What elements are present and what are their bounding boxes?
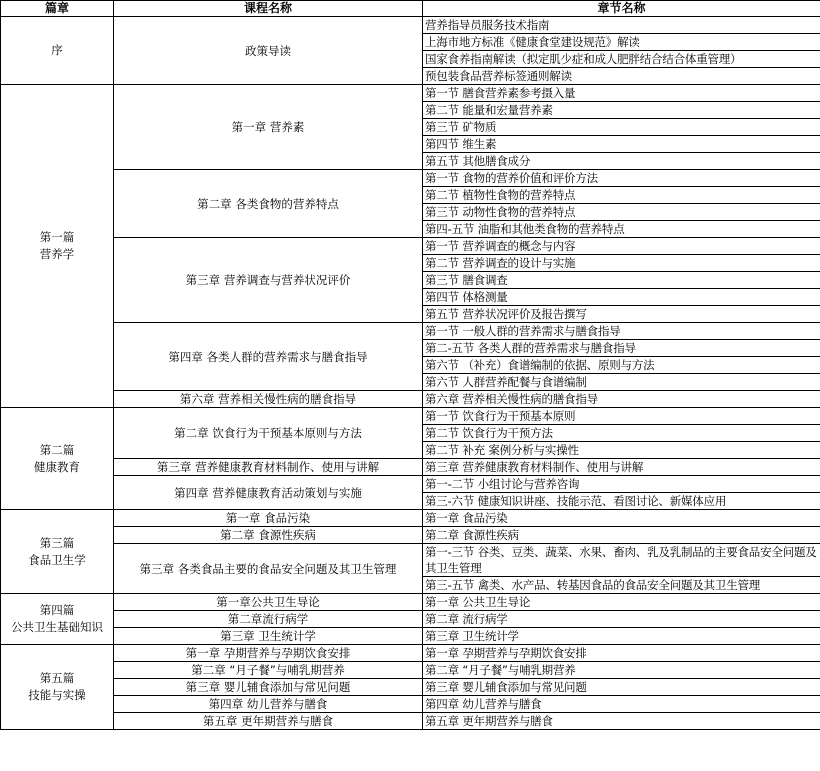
- course-name: 第三章 营养调查与营养状况评价: [114, 238, 423, 323]
- section-name: 第一节 膳食营养素参考摄入量: [423, 85, 820, 102]
- header-part: 篇章: [1, 1, 114, 17]
- section-name: 第一节 饮食行为干预基本原则: [423, 408, 820, 425]
- section-name: 第五节 营养状况评价及报告撰写: [423, 306, 820, 323]
- section-name: 第四节 维生素: [423, 136, 820, 153]
- section-name: 第二节 能量和宏量营养素: [423, 102, 820, 119]
- section-name: 第一-三节 谷类、豆类、蔬菜、水果、畜肉、乳及乳制品的主要食品安全问题及其卫生管理: [423, 544, 820, 577]
- section-name: 第二章 流行病学: [423, 611, 820, 628]
- section-name: 第六节 人群营养配餐与食谱编制: [423, 374, 820, 391]
- section-name: 第一节 营养调查的概念与内容: [423, 238, 820, 255]
- part-label: 营养学: [39, 247, 75, 261]
- course-name: 第一章 营养素: [114, 85, 423, 170]
- part-label: 第五篇: [39, 671, 75, 685]
- section-name: 第五节 其他膳食成分: [423, 153, 820, 170]
- section-name: 第三章 婴儿辅食添加与常见问题: [423, 679, 820, 696]
- section-name: 第三节 膳食调查: [423, 272, 820, 289]
- section-name: 第三节 动物性食物的营养特点: [423, 204, 820, 221]
- table-row: [1, 476, 820, 493]
- course-name: 第二章 食源性疾病: [114, 527, 423, 544]
- table-body: [1, 17, 820, 730]
- course-name: 第三章 各类食品主要的食品安全问题及其卫生管理: [114, 544, 423, 594]
- table-row: [1, 696, 820, 713]
- course-name: 第四章 各类人群的营养需求与膳食指导: [114, 323, 423, 391]
- section-name: 第二节 营养调查的设计与实施: [423, 255, 820, 272]
- section-name: 第二节 植物性食物的营养特点: [423, 187, 820, 204]
- course-name: 第三章 婴儿辅食添加与常见问题: [114, 679, 423, 696]
- part-label: 第四篇: [39, 603, 75, 617]
- course-name: 第六章 营养相关慢性病的膳食指导: [114, 391, 423, 408]
- course-name: 第四章 幼儿营养与膳食: [114, 696, 423, 713]
- course-name: 第三章 营养健康教育材料制作、使用与讲解: [114, 459, 423, 476]
- header-row: [1, 1, 820, 17]
- section-name: 第五章 更年期营养与膳食: [423, 713, 820, 730]
- section-name: 第六章 营养相关慢性病的膳食指导: [423, 391, 820, 408]
- part-cell: [1, 85, 114, 408]
- course-name: 政策导读: [114, 17, 423, 85]
- section-name: 第二节 补充 案例分析与实操性: [423, 442, 820, 459]
- part-label: 第一篇: [39, 230, 75, 244]
- table-row: [1, 713, 820, 730]
- table-row: [1, 544, 820, 577]
- section-name: 第一-二节 小组讨论与营养咨询: [423, 476, 820, 493]
- section-name: 第四-五节 油脂和其他类食物的营养特点: [423, 221, 820, 238]
- course-name: 第一章公共卫生导论: [114, 594, 423, 611]
- section-name: 第三-六节 健康知识讲座、技能示范、看图讨论、新媒体应用: [423, 493, 820, 510]
- part-label: 技能与实操: [28, 688, 86, 702]
- part-cell: [1, 510, 114, 594]
- section-name: 第二章 食源性疾病: [423, 527, 820, 544]
- section-name: 第三章 营养健康教育材料制作、使用与讲解: [423, 459, 820, 476]
- table-row: [1, 408, 820, 425]
- section-name: 营养指导员服务技术指南: [423, 17, 820, 34]
- section-name: 第一章 食品污染: [423, 510, 820, 527]
- table-row: [1, 238, 820, 255]
- table-row: [1, 391, 820, 408]
- table-row: [1, 170, 820, 187]
- section-name: 第一节 一般人群的营养需求与膳食指导: [423, 323, 820, 340]
- section-name: 预包装食品营养标签通则解读: [423, 68, 820, 85]
- table-row: [1, 323, 820, 340]
- part-label: 公共卫生基础知识: [11, 620, 103, 634]
- table-row: [1, 510, 820, 527]
- section-name: 第二章 “月子餐”与哺乳期营养: [423, 662, 820, 679]
- part-cell: [1, 594, 114, 645]
- section-name: 第一章 孕期营养与孕期饮食安排: [423, 645, 820, 662]
- header-course: 课程名称: [114, 1, 423, 17]
- table-row: [1, 628, 820, 645]
- part-label: 食品卫生学: [28, 552, 86, 567]
- table-row: [1, 611, 820, 628]
- section-name: 第三章 卫生统计学: [423, 628, 820, 645]
- section-name: 第一章 公共卫生导论: [423, 594, 820, 611]
- table-row: [1, 594, 820, 611]
- section-name: 第四章 幼儿营养与膳食: [423, 696, 820, 713]
- header-section: 章节名称: [423, 1, 820, 17]
- section-name: 第二节 饮食行为干预方法: [423, 425, 820, 442]
- table-row: [1, 527, 820, 544]
- course-name: 第二章 各类食物的营养特点: [114, 170, 423, 238]
- table-row: [1, 679, 820, 696]
- section-name: 第二-五节 各类人群的营养需求与膳食指导: [423, 340, 820, 357]
- section-name: 第三节 矿物质: [423, 119, 820, 136]
- part-cell: [1, 17, 114, 85]
- course-name: 第一章 孕期营养与孕期饮食安排: [114, 645, 423, 662]
- course-name: 第三章 卫生统计学: [114, 628, 423, 645]
- part-cell: [1, 645, 114, 730]
- part-label: 第三篇: [39, 535, 75, 550]
- course-name: 第二章 饮食行为干预基本原则与方法: [114, 408, 423, 459]
- section-name: 第三-五节 禽类、水产品、转基因食品的食品安全问题及其卫生管理: [423, 577, 820, 594]
- part-label: 健康教育: [34, 459, 80, 474]
- course-name: 第二章流行病学: [114, 611, 423, 628]
- section-name: 上海市地方标准《健康食堂建设规范》解读: [423, 34, 820, 51]
- course-name: 第二章 “月子餐”与哺乳期营养: [114, 662, 423, 679]
- table-row: [1, 85, 820, 102]
- section-name: 第一节 食物的营养价值和评价方法: [423, 170, 820, 187]
- table-row: [1, 17, 820, 34]
- section-name: 第四节 体格测量: [423, 289, 820, 306]
- part-label: 序: [51, 43, 63, 57]
- course-name: 第四章 营养健康教育活动策划与实施: [114, 476, 423, 510]
- table-row: [1, 459, 820, 476]
- part-label: 第二篇: [39, 442, 75, 457]
- section-name: 第六节 （补充）食谱编制的依据、原则与方法: [423, 357, 820, 374]
- course-name: 第五章 更年期营养与膳食: [114, 713, 423, 730]
- section-name: 国家食养指南解读（拟定肌少症和成人肥胖结合结合体重管理）: [423, 51, 820, 68]
- part-cell: [1, 408, 114, 510]
- table-row: [1, 645, 820, 662]
- table-row: [1, 662, 820, 679]
- course-name: 第一章 食品污染: [114, 510, 423, 527]
